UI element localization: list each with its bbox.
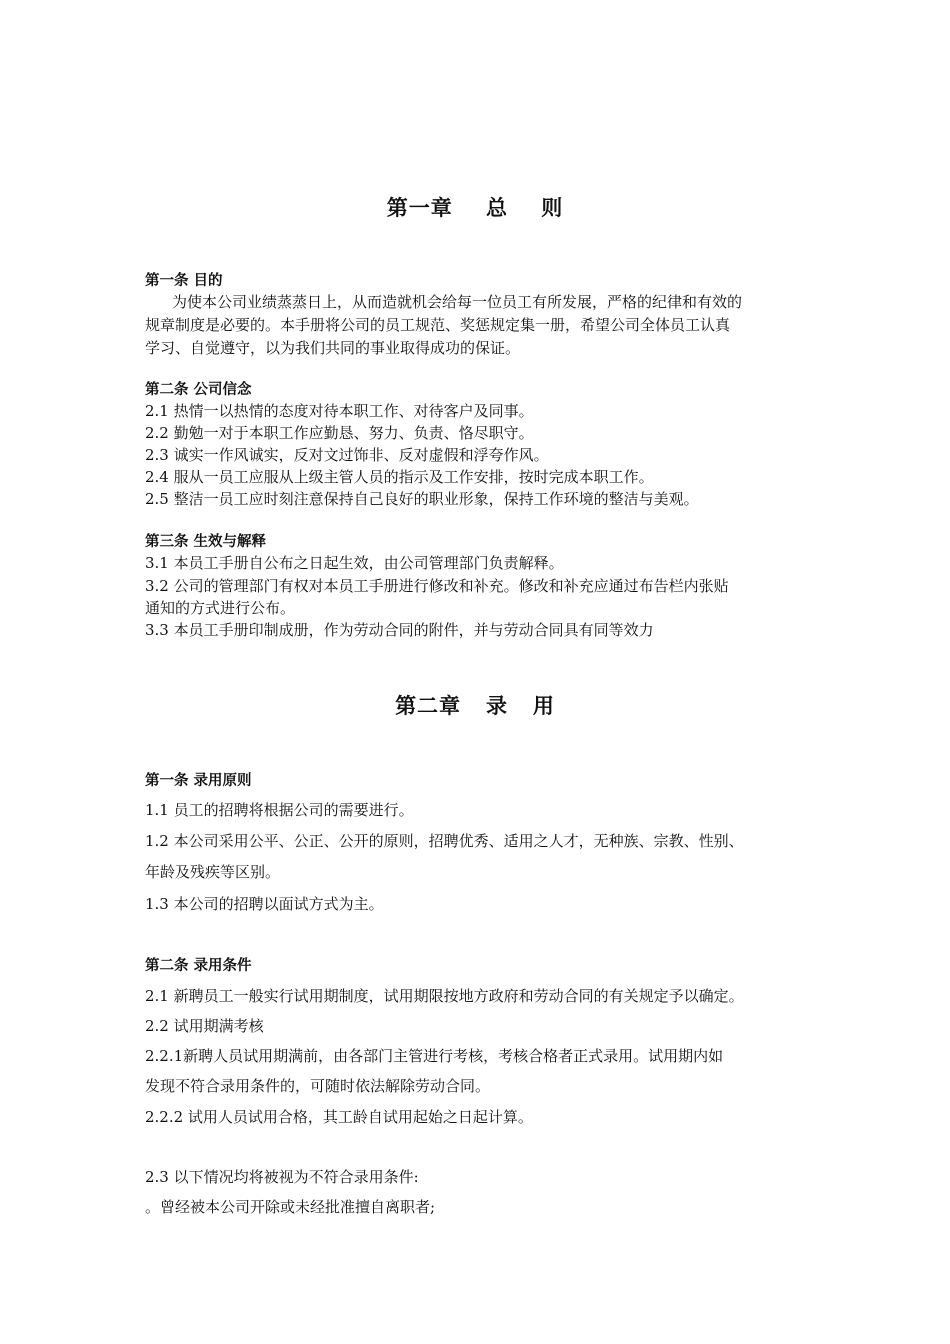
list-item: 3.2 公司的管理部门有权对本员工手册进行修改和补充。修改和补充应通过布告栏内张贴	[145, 577, 729, 595]
chapter-1-title: 第一章 总 则	[386, 196, 564, 220]
list-item: 。曾经被本公司开除或未经批准擅自离职者;	[145, 1198, 436, 1216]
chapter-1-article-2-heading: 第二条 公司信念	[145, 382, 252, 398]
list-item: 2.2 勤勉一对于本职工作应勤恳、努力、负责、恪尽职守。	[145, 424, 534, 442]
list-item: 2.2.2 试用人员试用合格，其工龄自试用起始之日起计算。	[145, 1108, 533, 1126]
list-item: 年龄及残疾等区别。	[145, 863, 281, 881]
list-item: 2.3 以下情况均将被视为不符合录用条件:	[145, 1168, 419, 1186]
paragraph-line: 规章制度是必要的。本手册将公司的员工规范、奖惩规定集一册，希望公司全体员工认真	[145, 316, 731, 334]
list-item: 1.2 本公司采用公平、公正、公开的原则，招聘优秀、适用之人才，无种族、宗教、性别、	[145, 832, 744, 850]
list-item: 2.4 服从一员工应服从上级主管人员的指示及工作安排，按时完成本职工作。	[145, 468, 654, 486]
list-item: 1.3 本公司的招聘以面试方式为主。	[145, 895, 384, 913]
chapter-2-article-2-heading: 第二条 录用条件	[145, 958, 252, 974]
list-item: 发现不符合录用条件的，可随时依法解除劳动合同。	[145, 1077, 491, 1095]
list-item: 1.1 员工的招聘将根据公司的需要进行。	[145, 801, 414, 819]
list-item: 3.1 本员工手册自公布之日起生效，由公司管理部门负责解释。	[145, 554, 564, 572]
list-item: 2.2.1新聘人员试用期满前，由各部门主管进行考核，考核合格者正式录用。试用期内如	[145, 1047, 724, 1065]
chapter-2-title: 第二章 录 用	[395, 694, 555, 718]
list-item: 2.1 新聘员工一般实行试用期制度，试用期限按地方政府和劳动合同的有关规定予以确定。	[145, 987, 744, 1005]
list-item: 2.1 热情一以热情的态度对待本职工作、对待客户及同事。	[145, 402, 534, 420]
paragraph-line: 学习、自觉遵守，以为我们共同的事业取得成功的保证。	[145, 339, 521, 357]
list-item: 2.3 诚实一作风诚实，反对文过饰非、反对虚假和浮夸作风。	[145, 446, 549, 464]
list-item: 3.3 本员工手册印制成册，作为劳动合同的附件，并与劳动合同具有同等效力	[145, 621, 654, 639]
chapter-2-article-1-heading: 第一条 录用原则	[145, 773, 252, 789]
list-item: 2.5 整洁一员工应时刻注意保持自己良好的职业形象，保持工作环境的整洁与美观。	[145, 490, 699, 508]
list-item: 通知的方式进行公布。	[145, 599, 296, 617]
chapter-1-article-1-heading: 第一条 目的	[145, 273, 223, 289]
list-item: 2.2 试用期满考核	[145, 1017, 264, 1035]
paragraph-line: 为使本公司业绩蒸蒸日上，从而造就机会给每一位员工有所发展，严格的纪律和有效的	[172, 293, 743, 311]
chapter-1-article-3-heading: 第三条 生效与解释	[145, 534, 267, 550]
